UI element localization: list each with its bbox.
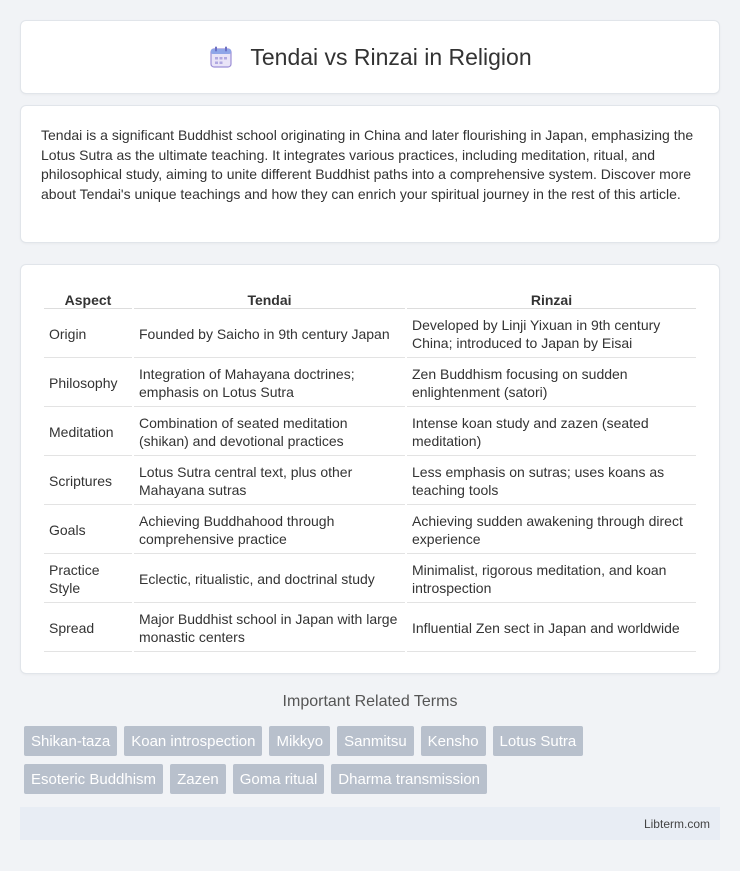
row-tendai: Combination of seated meditation (shikan) and devotional practices [134, 409, 405, 456]
row-aspect: Origin [44, 311, 132, 358]
row-rinzai: Minimalist, rigorous meditation, and koan introspection [407, 556, 696, 603]
row-rinzai: Zen Buddhism focusing on sudden enlightenment (satori) [407, 360, 696, 407]
row-rinzai: Influential Zen sect in Japan and worldwide [407, 605, 696, 652]
intro-card [20, 105, 720, 243]
row-aspect: Goals [44, 507, 132, 554]
header-rinzai: Rinzai [407, 287, 696, 309]
table-row [44, 507, 696, 554]
tag-lotus-sutra[interactable]: Lotus Sutra [493, 726, 584, 756]
tag-esoteric-buddhism[interactable]: Esoteric Buddhism [24, 764, 163, 794]
table-row [44, 556, 696, 603]
related-tags [24, 726, 724, 794]
row-aspect: Meditation [44, 409, 132, 456]
tag-shikan-taza[interactable]: Shikan-taza [24, 726, 117, 756]
row-rinzai: Achieving sudden awakening through direct experience [407, 507, 696, 554]
header-tendai: Tendai [134, 287, 405, 309]
row-tendai: Achieving Buddhahood through comprehensive practice [134, 507, 405, 554]
tag-sanmitsu[interactable]: Sanmitsu [337, 726, 414, 756]
table-row [44, 458, 696, 505]
row-tendai: Eclectic, ritualistic, and doctrinal study [134, 556, 405, 603]
row-aspect: Philosophy [44, 360, 132, 407]
table-row [44, 605, 696, 652]
row-aspect: Practice Style [44, 556, 132, 603]
intro-text: Tendai is a significant Buddhist school originating in China and later flourishing in Japan, emphasizing the Lotus Sutra as the ultimate teaching. It integrates various practices, including meditation, ritual, and philosophical study, aiming to unite different Buddhist paths into a comprehensive system. Discover more about Tendai's unique teachings and how they can enrich your spiritual journey in the rest of this article. [41, 127, 694, 202]
comparison-table [42, 285, 698, 654]
row-aspect: Spread [44, 605, 132, 652]
tag-kensho[interactable]: Kensho [421, 726, 486, 756]
header-card [20, 20, 720, 94]
table-row [44, 409, 696, 456]
header-aspect: Aspect [44, 287, 132, 309]
comparison-card [20, 264, 720, 674]
row-tendai: Lotus Sutra central text, plus other Mahayana sutras [134, 458, 405, 505]
row-tendai: Major Buddhist school in Japan with large monastic centers [134, 605, 405, 652]
related-terms-heading: Important Related Terms [282, 693, 458, 710]
tag-koan-introspection[interactable]: Koan introspection [124, 726, 262, 756]
calendar-icon [208, 44, 234, 70]
tag-goma-ritual[interactable]: Goma ritual [233, 764, 325, 794]
table-header-row [44, 287, 696, 309]
page-title: Tendai vs Rinzai in Religion [250, 43, 532, 70]
row-rinzai: Less emphasis on sutras; uses koans as teaching tools [407, 458, 696, 505]
footer-link[interactable]: Libterm.com [643, 816, 710, 831]
tag-mikkyo[interactable]: Mikkyo [269, 726, 330, 756]
row-rinzai: Intense koan study and zazen (seated meditation) [407, 409, 696, 456]
row-tendai: Founded by Saicho in 9th century Japan [134, 311, 405, 358]
table-row [44, 311, 696, 358]
row-tendai: Integration of Mahayana doctrines; emphasis on Lotus Sutra [134, 360, 405, 407]
tag-dharma-transmission[interactable]: Dharma transmission [331, 764, 487, 794]
row-aspect: Scriptures [44, 458, 132, 505]
tag-zazen[interactable]: Zazen [170, 764, 226, 794]
footer [20, 807, 720, 840]
table-row [44, 360, 696, 407]
row-rinzai: Developed by Linji Yixuan in 9th century China; introduced to Japan by Eisai [407, 311, 696, 358]
